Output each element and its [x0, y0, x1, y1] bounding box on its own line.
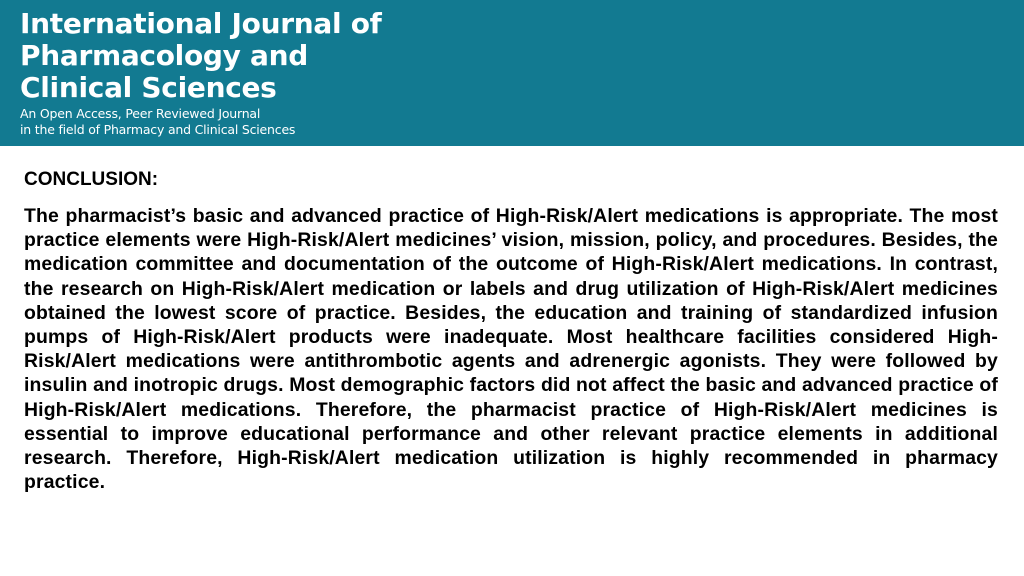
journal-title-line-2: Pharmacology and	[20, 39, 309, 72]
journal-title-line-3: Clinical Sciences	[20, 71, 277, 104]
journal-title-line-1: International Journal of	[20, 7, 382, 40]
journal-title	[20, 8, 382, 104]
section-body-text: The pharmacist’s basic and advanced practice of High-Risk/Alert medications is appropriate. The most practice elements were High-Risk/Alert medicines’ vision, mission, policy, and procedures. Besides, the medication committee and documentation of the outcome of High-Risk/Alert medications. In contrast, the research on High-Risk/Alert medication or labels and drug utilization of High-Risk/Alert medicines obtained the lowest score of practice. Besides, the education and training of standardized infusion pumps of High-Risk/Alert products were inadequate. Most healthcare facilities considered High-Risk/Alert medications were antithrombotic agents and adrenergic agonists. They were followed by insulin and inotropic drugs. Most demographic factors did not affect the basic and advanced practice of High-Risk/Alert medications. Therefore, the pharmacist practice of High-Risk/Alert medicines is essential to improve educational performance and other relevant practice elements in additional research. Therefore, High-Risk/Alert medication utilization is highly recommended in pharmacy practice.	[24, 205, 998, 494]
section-heading: CONCLUSION:	[24, 169, 159, 190]
journal-tagline-line-1: An Open Access, Peer Reviewed Journal	[20, 106, 261, 121]
journal-tagline	[20, 106, 295, 138]
journal-tagline-line-2: in the field of Pharmacy and Clinical Sciences	[20, 122, 296, 137]
journal-header-banner	[0, 0, 1024, 146]
